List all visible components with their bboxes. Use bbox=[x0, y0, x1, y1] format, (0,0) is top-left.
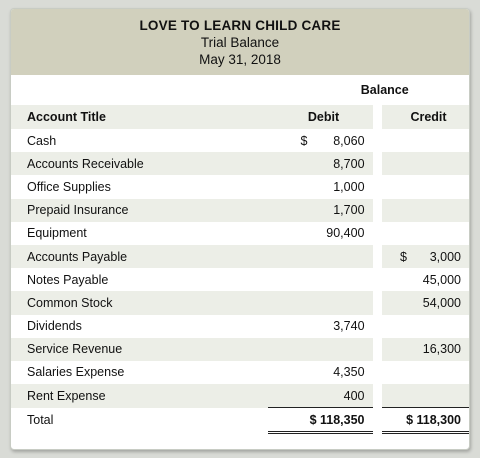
debit-cell bbox=[268, 175, 372, 198]
credit-cell bbox=[382, 361, 469, 384]
account-title-cell: Salaries Expense bbox=[11, 361, 268, 384]
table-row bbox=[11, 175, 469, 198]
account-title-cell: Office Supplies bbox=[11, 175, 268, 198]
account-title-cell: Cash bbox=[11, 129, 268, 152]
total-debit-amount: $ 118,350 bbox=[309, 412, 365, 427]
debit-amount: 90,400 bbox=[326, 226, 365, 241]
column-header-account: Account Title bbox=[11, 105, 268, 129]
debit-amount: 1,000 bbox=[333, 179, 365, 194]
debit-cell bbox=[268, 315, 372, 338]
total-credit bbox=[382, 408, 469, 433]
table-row bbox=[11, 315, 469, 338]
trial-balance-table bbox=[11, 75, 469, 434]
total-credit-amount: $ 118,300 bbox=[406, 412, 461, 427]
table-row bbox=[11, 384, 469, 408]
debit-cell bbox=[268, 291, 372, 314]
credit-amount: 3,000 bbox=[429, 249, 461, 264]
credit-cell bbox=[382, 268, 469, 291]
table-row bbox=[11, 338, 469, 361]
debit-cell bbox=[268, 361, 372, 384]
currency-symbol: $ bbox=[400, 249, 407, 264]
credit-amount: 16,300 bbox=[422, 342, 461, 357]
balance-group-header-row bbox=[11, 75, 469, 105]
debit-cell bbox=[268, 152, 372, 175]
company-name: LOVE TO LEARN CHILD CARE bbox=[139, 17, 341, 33]
credit-cell bbox=[382, 129, 469, 152]
trial-balance-document bbox=[10, 8, 470, 450]
debit-cell bbox=[268, 338, 372, 361]
credit-cell bbox=[382, 152, 469, 175]
statement-date: May 31, 2018 bbox=[199, 51, 281, 67]
credit-cell bbox=[382, 175, 469, 198]
account-title-cell: Notes Payable bbox=[11, 268, 268, 291]
statement-header bbox=[11, 9, 469, 75]
account-title-cell: Service Revenue bbox=[11, 338, 268, 361]
table-row bbox=[11, 361, 469, 384]
total-label: Total bbox=[11, 408, 268, 433]
credit-cell bbox=[382, 245, 469, 268]
table-row bbox=[11, 222, 469, 245]
debit-cell bbox=[268, 245, 372, 268]
credit-cell bbox=[382, 338, 469, 361]
balance-group-header: Balance bbox=[268, 75, 469, 105]
total-row bbox=[11, 408, 469, 433]
table-row bbox=[11, 129, 469, 152]
debit-amount: 400 bbox=[343, 388, 365, 403]
account-title-cell: Dividends bbox=[11, 315, 268, 338]
debit-amount: 8,700 bbox=[333, 156, 365, 171]
debit-cell bbox=[268, 384, 372, 408]
table-row bbox=[11, 245, 469, 268]
account-title-cell: Accounts Receivable bbox=[11, 152, 268, 175]
statement-title: Trial Balance bbox=[200, 34, 280, 50]
total-debit bbox=[268, 408, 372, 433]
table-row bbox=[11, 199, 469, 222]
debit-amount: 4,350 bbox=[333, 365, 365, 380]
account-title-cell: Prepaid Insurance bbox=[11, 199, 268, 222]
column-header-row bbox=[11, 105, 469, 129]
debit-amount: 1,700 bbox=[333, 203, 365, 218]
debit-amount: 8,060 bbox=[333, 133, 365, 148]
debit-cell bbox=[268, 199, 372, 222]
debit-cell bbox=[268, 129, 372, 152]
column-header-debit: Debit bbox=[268, 105, 372, 129]
account-title-cell: Accounts Payable bbox=[11, 245, 268, 268]
credit-amount: 45,000 bbox=[422, 272, 461, 287]
credit-amount: 54,000 bbox=[422, 295, 461, 310]
account-title-cell: Equipment bbox=[11, 222, 268, 245]
account-title-cell: Rent Expense bbox=[11, 384, 268, 408]
table-row bbox=[11, 291, 469, 314]
credit-cell bbox=[382, 291, 469, 314]
credit-cell bbox=[382, 384, 469, 408]
credit-cell bbox=[382, 315, 469, 338]
debit-cell bbox=[268, 268, 372, 291]
debit-cell bbox=[268, 222, 372, 245]
table-row bbox=[11, 152, 469, 175]
column-header-credit: Credit bbox=[382, 105, 469, 129]
account-title-cell: Common Stock bbox=[11, 291, 268, 314]
credit-cell bbox=[382, 222, 469, 245]
debit-amount: 3,740 bbox=[333, 319, 365, 334]
table-row bbox=[11, 268, 469, 291]
currency-symbol: $ bbox=[300, 133, 308, 148]
credit-cell bbox=[382, 199, 469, 222]
